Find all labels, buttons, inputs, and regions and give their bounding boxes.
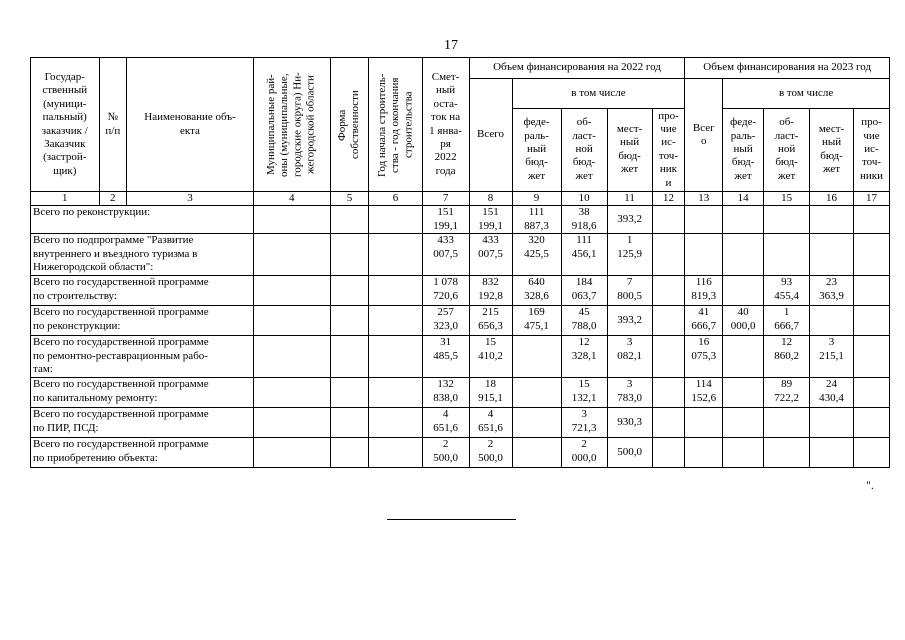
cell-col-11: 393,2 [607,206,652,234]
header-oth-2022: про- чие ис- точ- ник и [652,108,685,191]
empty-cell [330,408,369,438]
cell-col-16 [810,306,854,336]
cell-col-12 [652,306,685,336]
empty-cell [253,206,330,234]
cell-col-13 [685,408,723,438]
cell-col-17 [854,206,890,234]
cell-col-11: 7 800,5 [607,276,652,306]
header-reg-2023: об- ласт- ной бюд- жет [764,108,810,191]
empty-cell [330,336,369,378]
column-number: 13 [685,192,723,206]
cell-col-16: 23 363,9 [810,276,854,306]
column-number: 5 [330,192,369,206]
cell-col-7: 433 007,5 [422,234,469,276]
cell-col-13: 116 819,3 [685,276,723,306]
row-label: Всего по подпрограмме "Развитие внутреннего и въездного туризма в Нижегородской области": [31,234,254,276]
cell-col-8: 15 410,2 [469,336,512,378]
table-row [31,438,890,468]
cell-col-17 [854,276,890,306]
cell-col-8: 4 651,6 [469,408,512,438]
cell-col-15: 89 722,2 [764,378,810,408]
cell-col-13 [685,234,723,276]
cell-col-12 [652,408,685,438]
closing-quote: ". [866,478,874,492]
header-loc-2023: мест- ный бюд- жет [810,108,854,191]
cell-col-8: 151 199,1 [469,206,512,234]
cell-col-8: 832 192,8 [469,276,512,306]
cell-col-12 [652,206,685,234]
row-label: Всего по государственной программе по капитальному ремонту: [31,378,254,408]
cell-col-8: 215 656,3 [469,306,512,336]
cell-col-14 [723,276,764,306]
cell-col-12 [652,378,685,408]
table-row [31,306,890,336]
cell-col-14: 40 000,0 [723,306,764,336]
cell-col-13: 114 152,6 [685,378,723,408]
header-name: Наименование объ- екта [127,58,254,192]
empty-cell [330,206,369,234]
cell-col-16 [810,234,854,276]
header-ownership: Форма собственности [330,58,369,192]
cell-col-10: 38 918,6 [561,206,607,234]
cell-col-12 [652,276,685,306]
header-district: Муниципальные рай- оны (муниципальные, городские округа) Ни- жегородской области [253,58,330,192]
table-row [31,336,890,378]
cell-col-7: 1 078 720,6 [422,276,469,306]
cell-col-16 [810,438,854,468]
table-body [31,206,890,468]
cell-col-17 [854,306,890,336]
header-num: № п/п [99,58,127,192]
cell-col-9 [512,378,561,408]
cell-col-9: 169 475,1 [512,306,561,336]
cell-col-10: 111 456,1 [561,234,607,276]
empty-cell [330,234,369,276]
empty-cell [253,378,330,408]
cell-col-11: 1 125,9 [607,234,652,276]
column-number: 15 [764,192,810,206]
cell-col-15 [764,206,810,234]
header-reg-2022: об- ласт- ной бюд- жет [561,108,607,191]
empty-cell [330,276,369,306]
empty-cell [253,234,330,276]
cell-col-10: 3 721,3 [561,408,607,438]
empty-cell [369,378,422,408]
column-number: 11 [607,192,652,206]
cell-col-8: 18 915,1 [469,378,512,408]
column-number: 7 [422,192,469,206]
cell-col-16 [810,408,854,438]
cell-col-12 [652,438,685,468]
header-customer: Государ- ственный (муници- пальный) заказчик / Заказчик (застрой- щик) [31,58,100,192]
cell-col-14 [723,438,764,468]
empty-cell [330,306,369,336]
cell-col-7: 4 651,6 [422,408,469,438]
empty-cell [369,234,422,276]
cell-col-17 [854,438,890,468]
cell-col-10: 12 328,1 [561,336,607,378]
cell-col-10: 2 000,0 [561,438,607,468]
header-fin-2023: Объем финансирования на 2023 год [685,58,890,79]
separator-line [387,519,516,520]
row-label: Всего по реконструкции: [31,206,254,234]
header-total-2022: Всего [469,79,512,192]
cell-col-13: 16 075,3 [685,336,723,378]
row-label: Всего по государственной программе по строительству: [31,276,254,306]
cell-col-9 [512,408,561,438]
cell-col-14 [723,336,764,378]
cell-col-17 [854,408,890,438]
cell-col-13 [685,206,723,234]
cell-col-14 [723,408,764,438]
cell-col-14 [723,206,764,234]
cell-col-11: 500,0 [607,438,652,468]
column-number: 6 [369,192,422,206]
cell-col-9: 111 887,3 [512,206,561,234]
cell-col-12 [652,234,685,276]
header-fed-2022: феде- раль- ный бюд- жет [512,108,561,191]
empty-cell [369,408,422,438]
header-incl-2023: в том числе [723,79,890,109]
empty-cell [330,438,369,468]
empty-cell [369,276,422,306]
cell-col-8: 2 500,0 [469,438,512,468]
header-years: Год начала строитель- ства - год окончания строительства [369,58,422,192]
column-number: 1 [31,192,100,206]
cell-col-17 [854,378,890,408]
cell-col-16 [810,206,854,234]
cell-col-12 [652,336,685,378]
table-row [31,378,890,408]
empty-cell [253,438,330,468]
cell-col-14 [723,378,764,408]
empty-cell [369,336,422,378]
column-number: 12 [652,192,685,206]
table-row [31,206,890,234]
row-label: Всего по государственной программе по реконструкции: [31,306,254,336]
column-number: 9 [512,192,561,206]
cell-col-15 [764,408,810,438]
column-number: 2 [99,192,127,206]
cell-col-17 [854,234,890,276]
header-incl-2022: в том числе [512,79,685,109]
column-number: 3 [127,192,254,206]
cell-col-10: 15 132,1 [561,378,607,408]
cell-col-11: 930,3 [607,408,652,438]
cell-col-10: 45 788,0 [561,306,607,336]
cell-col-7: 132 838,0 [422,378,469,408]
cell-col-11: 3 082,1 [607,336,652,378]
header-fin-2022: Объем финансирования на 2022 год [469,58,685,79]
column-number: 17 [854,192,890,206]
cell-col-15: 12 860,2 [764,336,810,378]
cell-col-15 [764,234,810,276]
cell-col-15: 1 666,7 [764,306,810,336]
column-number: 10 [561,192,607,206]
column-number: 8 [469,192,512,206]
empty-cell [253,306,330,336]
cell-col-9 [512,438,561,468]
header-estimate: Смет- ный оста- ток на 1 янва- ря 2022 года [422,58,469,192]
cell-col-11: 393,2 [607,306,652,336]
row-label: Всего по государственной программе по ПИР, ПСД: [31,408,254,438]
cell-col-8: 433 007,5 [469,234,512,276]
cell-col-15: 93 455,4 [764,276,810,306]
empty-cell [330,378,369,408]
header-loc-2022: мест- ный бюд- жет [607,108,652,191]
cell-col-13 [685,438,723,468]
cell-col-16: 24 430,4 [810,378,854,408]
cell-col-7: 2 500,0 [422,438,469,468]
cell-col-10: 184 063,7 [561,276,607,306]
table-row [31,234,890,276]
cell-col-15 [764,438,810,468]
table-row [31,408,890,438]
table-row [31,276,890,306]
cell-col-7: 151 199,1 [422,206,469,234]
empty-cell [253,408,330,438]
empty-cell [369,206,422,234]
header-fed-2023: феде- раль- ный бюд- жет [723,108,764,191]
empty-cell [253,336,330,378]
cell-col-9: 640 328,6 [512,276,561,306]
column-number: 14 [723,192,764,206]
cell-col-13: 41 666,7 [685,306,723,336]
cell-col-14 [723,234,764,276]
column-number: 4 [253,192,330,206]
cell-col-9: 320 425,5 [512,234,561,276]
row-label: Всего по государственной программе по ремонтно-реставрационным рабо- там: [31,336,254,378]
cell-col-17 [854,336,890,378]
empty-cell [369,438,422,468]
financing-table [30,57,890,468]
column-number: 16 [810,192,854,206]
cell-col-9 [512,336,561,378]
cell-col-7: 257 323,0 [422,306,469,336]
row-label: Всего по государственной программе по приобретению объекта: [31,438,254,468]
empty-cell [253,276,330,306]
page-number: 17 [444,38,458,53]
cell-col-16: 3 215,1 [810,336,854,378]
header-oth-2023: про- чие ис- точ- ники [854,108,890,191]
cell-col-7: 31 485,5 [422,336,469,378]
empty-cell [369,306,422,336]
cell-col-11: 3 783,0 [607,378,652,408]
column-number-row [31,192,890,206]
header-total-2023: Всег о [685,79,723,192]
